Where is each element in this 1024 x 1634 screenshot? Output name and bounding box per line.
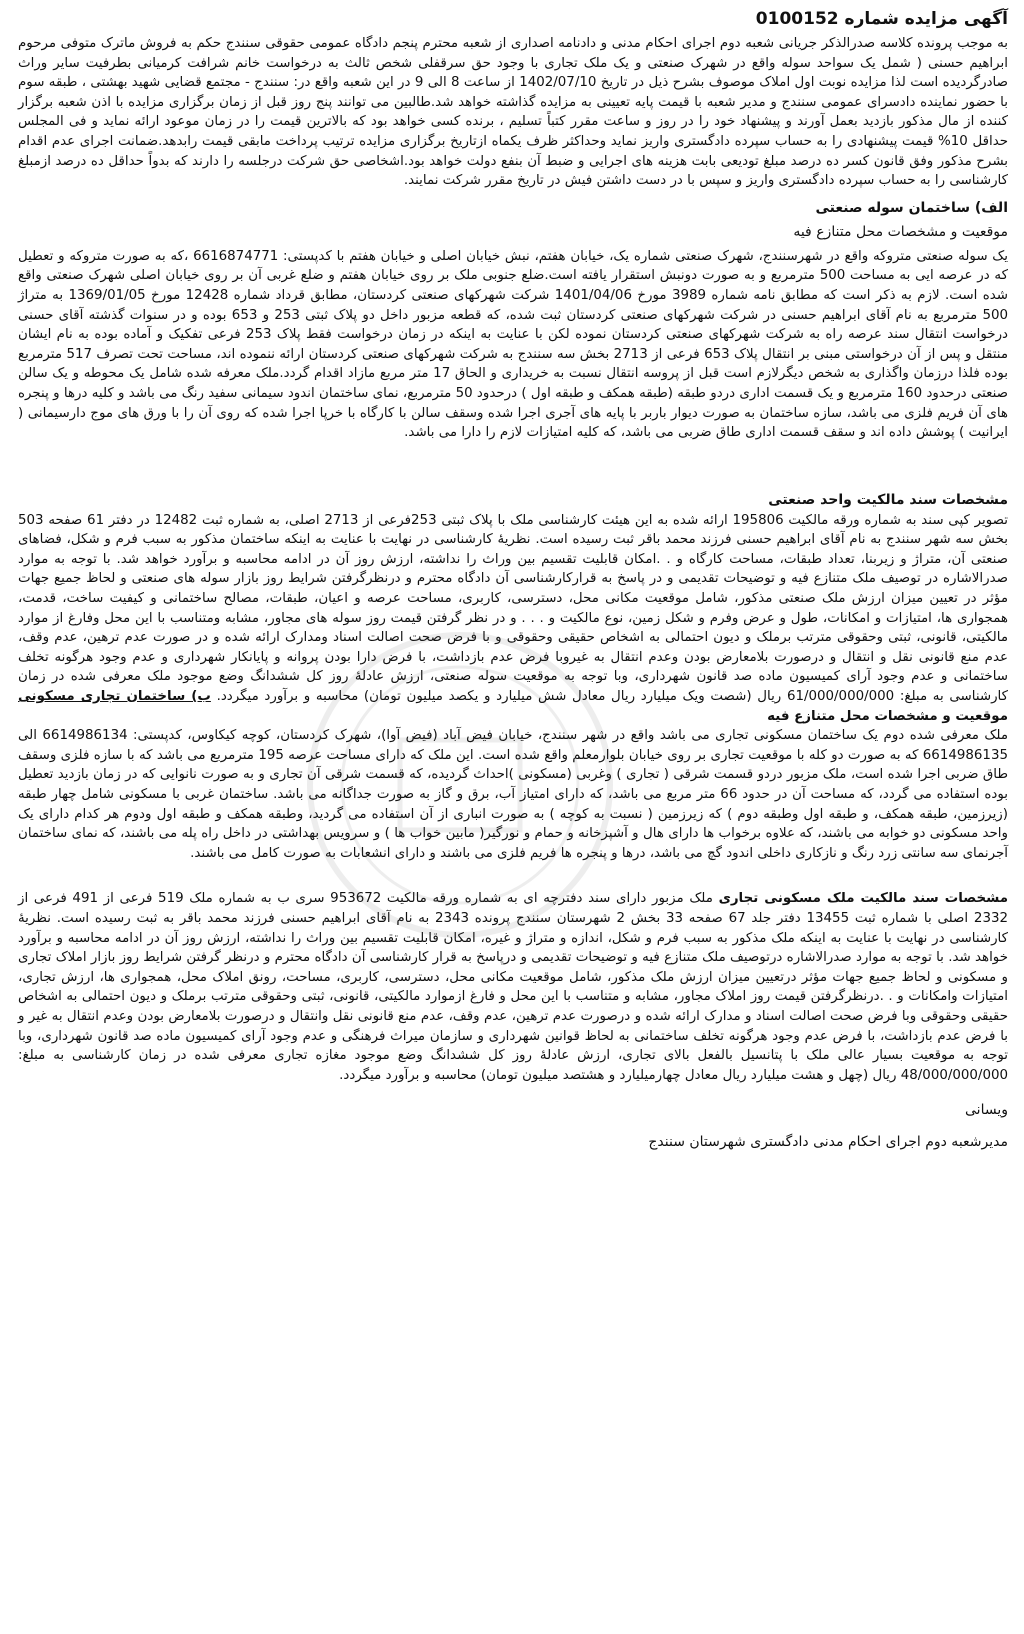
section-a-heading: الف) ساختمان سوله صنعتی [815,199,1008,216]
deed-b-paragraph [18,889,1008,1085]
section-a-body: یک سوله صنعتی متروکه واقع در شهرسنندج، شهرک صنعتی شماره یک، خیابان هفتم، نبش خیابان اصلی و خیابان هفتم با کدپستی: 6616874771 ،که به صورت متروکه و تعطیل که در عرصه ایی به مساحت 500 مترمربع و به صورت دونبش استقرار یافته است.ضلع جنوبی ملک بر روی خیابان هفتم و ضلع غربی آن بر روی خیابان اصلی شهرک صنعتی واقع شده است. لازم به ذکر است که مطابق نامه شماره 3989 مورخ 1401/04/06 شرکت شهرکهای صنعتی کردستان، مطابق قرداد شماره 12428 مورخ 1369/01/05 به متراژ 500 مترمربع به نام آقای ابراهیم حسنی در شرکت شهرکهای صنعتی کردستان ثبت شده، که قطعه مزبور داخل دو پلاک ثبتی 253 و 653 بوده و در سنوات گذشته آقای حسنی درخواست انتقال سند عرصه راه به شرکت شهرکهای صنعتی کردستان نموده لکن با عنایت به اینکه در زمان درخواست فقط پلاک 253 فرعی تفکیک و آماده بوده به نام ایشان منتقل و پس از آن درخواستی مبنی بر انتقال پلاک 653 فرعی از 2713 بخش سه سنندج به شرکت شهرکهای صنعتی کردستان ارائه ننموده اند، مساحت تحت تصرف 517 مترمربع بوده فلذا درزمان واگذاری به شخص دیگرلازم است قبل از پروسه انتقال نسبت به خریداری و الحاق 17 متر مربع مازاد اقدام گردد.ملک معرفه شده شامل یک محوطه و یک سالن صنعتی درحدود 160 مترمربع و یک قسمت اداری دردو طبقه (طبقه همکف و طبقه اول ) درحدود 50 مترمربع، نمای ساختمان اندود سیمانی سفید رنگ می باشد و کلیه درها و پنجره های آن فریم فلزی می باشد، سازه ساختمان به صورت دیوار باربر با پایه های آجری اجرا شده وسقف سالن با کارگاه با خرپا اجرا شده که روی آن را با ورق های موج دارسیمانی ( ایرانیت ) پوشش داده اند و سقف قسمت اداری طاق ضربی می باشد، که کلیه امتیازات لازم را دارا می باشد. [18,248,1009,441]
closing-name: ویسانی [965,1102,1008,1119]
spacer [18,863,1008,889]
signature-line: مدیرشعبه دوم اجرای احکام مدنی دادگستری شهرستان سنندج [648,1134,1008,1151]
section-b-body: ملک معرفی شده دوم یک ساختمان مسکونی تجاری می باشد واقع در شهر سنندج، خیابان فیض آباد (فیض آوا)، شهرک کردستان، کوچه کیکاوس، کدپستی: 6614986134 الی 6614986135 که به صورت دو کله با موقعیت تجاری بر روی خیابان بلوارمعلم واقع شده است. این ملک که دارای مساحت عرصه 195 مترمربع می باشد که با سازه فلزی وسقف طاق ضربی اجرا شده است، ملک مزبور دردو قسمت شرقی ( تجاری ) وغربی (مسکونی )احداث گردیده، که قسمت شرقی آن تجاری و به صورت نانوایی که در زمان بازدید تعطیل بوده استفاده می گردد، که مساحت آن در حدود 66 متر مربع می باشد، که دارای امتیاز آب، برق و گاز به صورت جداگانه می باشد. ساختمان غربی با مسکونی شامل چهار طبقه (زیرزمین، طبقه همکف، و طبقه اول وطبقه دوم ) که زیرزمین ( نسبت به کوچه ) به صورت انباری از آن استفاده می گردید، وطبقه همکف و طبقه اول ودوم هر کدام دارای یک واحد مسکونی دو خوابه می باشند، که علاوه برخواب ها دارای هال و آشپزخانه و حمام و نورگیر( مابین خواب ها ) و سرویس بهداشتی در داخل راه پله می باشند، که نمای ساختمان آجرنمای سه سانتی زرد رنگ و نازکاری داخلی اندود گچ می باشد، درها و پنجره ها فریم فلزی می باشند و دارای انشعابات به صورت کامل می باشند. [18,728,1009,861]
section-b-heading-tail: موقعیت و مشخصات محل متنازع فیه [767,708,1008,724]
deed-a-body: تصویر کپی سند به شماره ورقه مالکیت 195806 ارائه شده به این هیئت کارشناسی ملک با پلاک ثبتی 253فرعی از 2713 اصلی، به شماره ثبت 12482 در دفتر 61 صفحه 503 بخش سه شهر سنندج به نام آقای ابراهیم حسنی فرزند محمد باقر ثبت رسیده است. نظریهٔ کارشناسی در نهایت با عنایت به اینکه ساختمان مذکور به سبب فرم و شکل، فضاهای صنعتی آن، متراژ و زیربنا، تعداد طبقات، مساحت کارگاه و . .امکان قابلیت تقسیم بین وراث را نداشته، ارزش روز آن در ادامه محاسبه و برآورد خواهد شد. با توجه به موارد صدرالاشاره در توصیف ملک متنازع فیه و توضیحات تقدیمی و در پاسخ به قرارکارشناسی آن دادگاه محترم و درنظرگرفتن شرایط روز بازار سوله های صنعتی و لحاظ جمیع جهات مؤثر در تعیین میزان ارزش ملک صنعتی مذکور، شامل موقعیت مکانی محل، دسترسی، کاربری، مساحت عرصه و اعیان، طبقات، مصالح ساختمانی و کیفیت ساخت، قدمت، همجواری ها، امتیازات و امکانات، طول و عرض وفرم و شکل زمین، نوع مالکیت و . . . و در نظر گرفتن قیمت روز سوله های مجاور، مشابه ومتناسب با این محل وفارغ از موارد مالکیتی، قانونی، ثبتی وحقوقی مترتب برملک و دیون احتمالی به اشخاص حقیقی وحقوقی و با فرض صحت اصالت اسناد ومدارک ارائه شده و در صورت عدم ترهین، عدم وقف، عدم منع قانونی نقل و انتقال و درصورت بلامعارض بودن وعدم انتقال به غیروبا فرض عدم بازداشت، با فرض دارا بودن پروانه و پایانکار شهرداری و عدم وجود هرگونه تخلف ساختمانی و عدم وجود آرای کمیسیون ماده صد قانون شهرداری، وبا توجه به موقعیت سوله صنعتی، ارزش عادلهٔ روز کل ششدانگ وضع موجود ملک معرفی شده در زمان کارشناسی به مبلغ: 61/000/000/000 ریال (شصت ویک میلیارد ریال معادل شش میلیارد و یکصد میلیون تومان) محاسبه و برآورد میگردد. [18,512,1009,705]
spacer [18,443,1008,483]
notice-intro: به موجب پرونده کلاسه صدرالذکر جریانی شعبه دوم اجرای احکام مدنی و دادنامه اصداری از شعبه محترم پنجم دادگاه عمومی حقوقی سنندج حکم به فروش ماترک متوفی مرحوم ابراهیم حسنی ( شمل یک سواحد سوله واقع در شهرک صنعتی و یک ملک تجاری با وجود حق سرقفلی شخص ثالث به درخواست خانم شرافت کرمیانی بطرفیت سایر وراث صادرگردیده است لذا مزایده نوبت اول املاک موصوف بشرح ذیل در تاریخ 1402/07/10 از ساعت 8 الی 9 در این شعبه واقع در: سنندج - مجتمع قضایی شهید بهشتی ، طبقه سوم با حضور نماینده دادسرای عمومی سنندج و مدیر شعبه با قیمت پایه تعیینی به مزایده گذاشته خواهد شد.طالبین می توانند پنج روز قبل از زمان برگزاری مزایده با اذن شعبه برگزار کننده از مال مذکور بازدید بعمل آورند و پیشنهاد خود را در روز و ساعت مقرر کتباً تسلیم ، برنده کسی خواهد بود که بالاترین قیمت را در زمان موعود ارائه نماید و فی المجلس حداقل 10% قیمت پیشنهادی را به حساب سپرده دادگستری واریز نماید وحداکثر ظرف یکماه ازتاریخ برگزاری مزایده ترتیب پرداخت مابقی قیمت رابدهد.ضمانت اجرای عدم اقدام بشرح مذکور وفق قانون کسر ده درصد مبلغ تودیعی بابت هزینه های اجرایی و ضبط آن بنفع دولت خواهد بود.اشخاصی حق شرکت درجلسه را دارند که بدواً حداقل ده درصد ازمبلغ کارشناسی را به حساب سپرده دادگستری واریز و سپس با در دست داشتن فیش در تاریخ مقرر شرکت نمایند. [18,36,1009,189]
deed-b-heading: مشخصات سند مالکیت ملک مسکونی تجاری [718,891,1009,907]
deed-a-paragraph [18,511,1008,727]
section-a-subheading: موقعیت و مشخصات محل متنازع فیه [793,223,1008,240]
deed-a-heading: مشخصات سند مالکیت واحد صنعتی [768,491,1008,508]
notice-title: آگهی مزایده شماره 0100152 [755,9,1008,29]
section-b-heading: ب) ساختمان تجاری مسکونی [18,689,211,705]
deed-b-body: ملک مزبور دارای سند دفترچه ای به شماره ورقه مالکیت 953672 سری ب به شماره ملک 519 فرعی از 491 فرعی از 2332 اصلی با شماره ثبت 13455 دفتر جلد 67 صفحه 33 بخش 2 شهرستان سنندج پرونده 2343 به نام آقای ابراهیم حسنی فرزند محمد باقر به ثبت رسیده است. نظریهٔ کارشناسی در نهایت با عنایت به اینکه ملک مذکور به سبب فرم و شکل، اندازه و متراژ و غیره، امکان قابلیت تقسیم بین وراث را نداشته، ارزش روز آن در ادامه محاسبه و برآورد خواهد شد. با توجه به موارد صدرالاشاره درتوصیف ملک متنازع فیه و توضیحات تقدیمی و درپاسخ به قرار کارشناسی آن دادگاه محترم و درنظر گرفتن شرایط روز بازار املاک تجاری و مسکونی و لحاظ جمیع جهات مؤثر درتعیین میزان ارزش ملک مذکور، شامل موقعیت مکانی محل، دسترسی، کاربری، مساحت، رونق املاک محل، همجواری ها، ارزش تجاری، امتیازات وامکانات و . .درنظرگرفتن قیمت روز املاک مجاور، مشابه و متناسب با این محل و فارغ ازموارد مالکیتی، قانونی، ثبتی وحقوقی مترتب برملک و دیون احتمالی به اشخاص حقیقی وحقوقی وبا فرض صحت اصالت اسناد و مدارک ارائه شده و درصورت عدم ترهین، عدم وقف، عدم منع قانونی نقل وانتقال و درصورت بلامعارض بودن وعدم انتقال به غیر و با فرض عدم بازداشت، با فرض عدم وجود هرگونه تخلف ساختمانی به لحاظ قوانین شهرداری و سازمان میراث فرهنگی و عدم وجود آرای کمیسیون ماده صد قانون شهرداری، وبا توجه به موقعیت بسیار عالی ملک با پتانسیل بالفعل بالای تجاری، ارزش عادلهٔ روز کل ششدانگ وضع موجود مغازه تجاری معرفی شده در زمان کارشناسی به مبلغ: 48/000/000/000 ریال (چهل و هشت میلیارد ریال معادل چهارمیلیارد و هشتصد میلیون تومان) محاسبه و برآورد میگردد. [18,891,1008,1083]
